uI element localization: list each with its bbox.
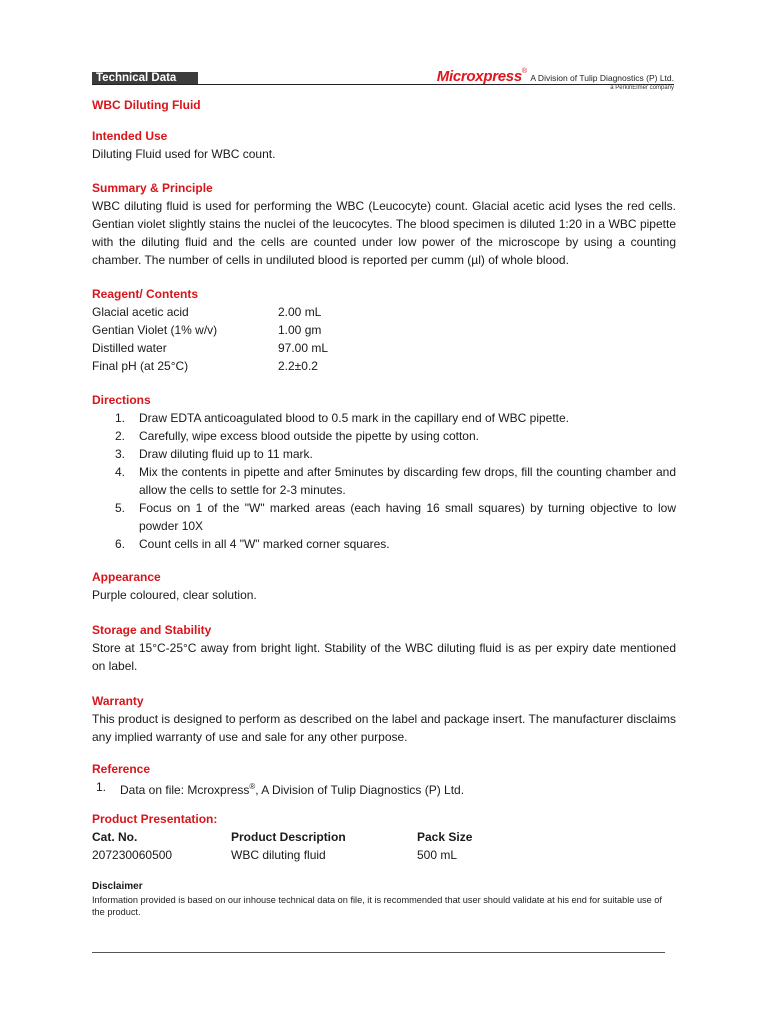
registered-mark: ® [249,782,256,791]
section-heading: Directions [92,393,151,407]
step-text: Count cells in all 4 "W" marked corner squares. [139,537,390,551]
reagent-name: Final pH (at 25°C) [92,359,189,373]
step-text: Draw diluting fluid up to 11 mark. [139,447,313,461]
reagent-value: 1.00 gm [278,323,322,337]
product-table-row [92,846,676,864]
description-cell: WBC diluting fluid [231,848,326,862]
reagent-row [92,357,676,375]
product-table-header [92,828,676,846]
column-header: Cat. No. [92,830,138,844]
section-text: Diluting Fluid used for WBC count. [92,147,276,161]
section-heading: Appearance [92,570,161,584]
column-header: Product Description [231,830,346,844]
step-number: 5. [115,501,126,515]
brand-block [437,68,674,85]
section-heading: Intended Use [92,129,168,143]
step-text: Focus on 1 of the "W" marked areas (each having 16 small squares) by turning objective to low powder 10X [139,501,676,533]
section-text: Purple coloured, clear solution. [92,588,257,602]
direction-step [92,535,676,553]
direction-step [92,445,676,463]
reference-text-part: Data on file: Mcroxpress [120,783,250,797]
section-heading: Storage and Stability [92,623,212,637]
reagent-name: Gentian Violet (1% w/v) [92,323,218,337]
disclaimer-section [92,880,672,918]
section-heading: Reference [92,762,151,776]
reference-text [120,778,464,799]
reagent-section [92,285,676,375]
summary-section [92,179,676,269]
section-heading: Summary & Principle [92,181,213,195]
cat-no-cell: 207230060500 [92,848,173,862]
step-number: 6. [115,537,126,551]
direction-step [92,427,676,445]
perkinelmer-tagline: a PerkinElmer company [610,85,674,91]
section-text: Store at 15°C-25°C away from bright light. Stability of the WBC diluting fluid is as per expiry date mentioned on label. [92,641,676,673]
step-number: 4. [115,465,126,479]
step-text: Mix the contents in pipette and after 5minutes by discarding few drops, fill the counting chamber and allow the cells to settle for 2-3 minutes. [139,465,676,497]
warranty-section [92,692,676,746]
direction-step [92,499,676,535]
column-header: Pack Size [417,830,473,844]
section-text: This product is designed to perform as described on the label and package insert. The manufacturer disclaims any implied warranty of use and sale for any other purpose. [92,712,676,744]
storage-section [92,621,676,675]
reagent-name: Glacial acetic acid [92,305,189,319]
product-section [92,810,676,864]
reference-text-part: , A Division of Tulip Diagnostics (P) Ltd. [255,783,465,797]
footer-rule [92,952,665,953]
step-number: 3. [115,447,126,461]
technical-data-badge: Technical Data [92,72,198,85]
appearance-section [92,568,676,604]
direction-step [92,409,676,427]
direction-step [92,463,676,499]
division-text: A Division of Tulip Diagnostics (P) Ltd. [530,73,674,83]
disclaimer-text: Information provided is based on our inhouse technical data on file, it is recommended that user should validate at his end for suitable use of the product. [92,895,662,917]
header-rule [92,84,674,85]
section-heading: Product Presentation: [92,812,218,826]
section-heading: Warranty [92,694,144,708]
reagent-value: 2.2±0.2 [278,359,318,373]
directions-section [92,391,676,553]
step-number: 1. [115,411,126,425]
section-heading: Reagent/ Contents [92,287,199,301]
step-text: Carefully, wipe excess blood outside the pipette by using cotton. [139,429,479,443]
step-number: 2. [115,429,126,443]
reference-section [92,760,676,799]
pack-size-cell: 500 mL [417,848,458,862]
brand-logo: Microxpress [436,68,522,85]
reagent-row [92,303,676,321]
reagent-name: Distilled water [92,341,167,355]
step-text: Draw EDTA anticoagulated blood to 0.5 mark in the capillary end of WBC pipette. [139,411,570,425]
reagent-row [92,339,676,357]
intended-use-section [92,127,676,163]
disclaimer-heading: Disclaimer [92,881,143,892]
document-header [92,68,674,92]
reagent-row [92,321,676,339]
directions-list [92,409,676,553]
reference-number: 1. [96,780,107,794]
brand-registered-mark: ® [521,68,528,75]
document-title: WBC Diluting Fluid [92,98,201,112]
reagent-value: 2.00 mL [278,305,322,319]
section-text: WBC diluting fluid is used for performing the WBC (Leucocyte) count. Glacial acetic acid lyses the red cells. Gentian violet slightly stains the nuclei of the leucocytes. The blood specimen is diluted 1:20 in a WBC pipette with the diluting fluid and the cells are counted under low power of the microscope by using a counting chamber. The number of cells in undiluted blood is reported per cumm (µl) of whole blood. [92,199,676,267]
reference-item [92,778,676,799]
reagent-value: 97.00 mL [278,341,329,355]
